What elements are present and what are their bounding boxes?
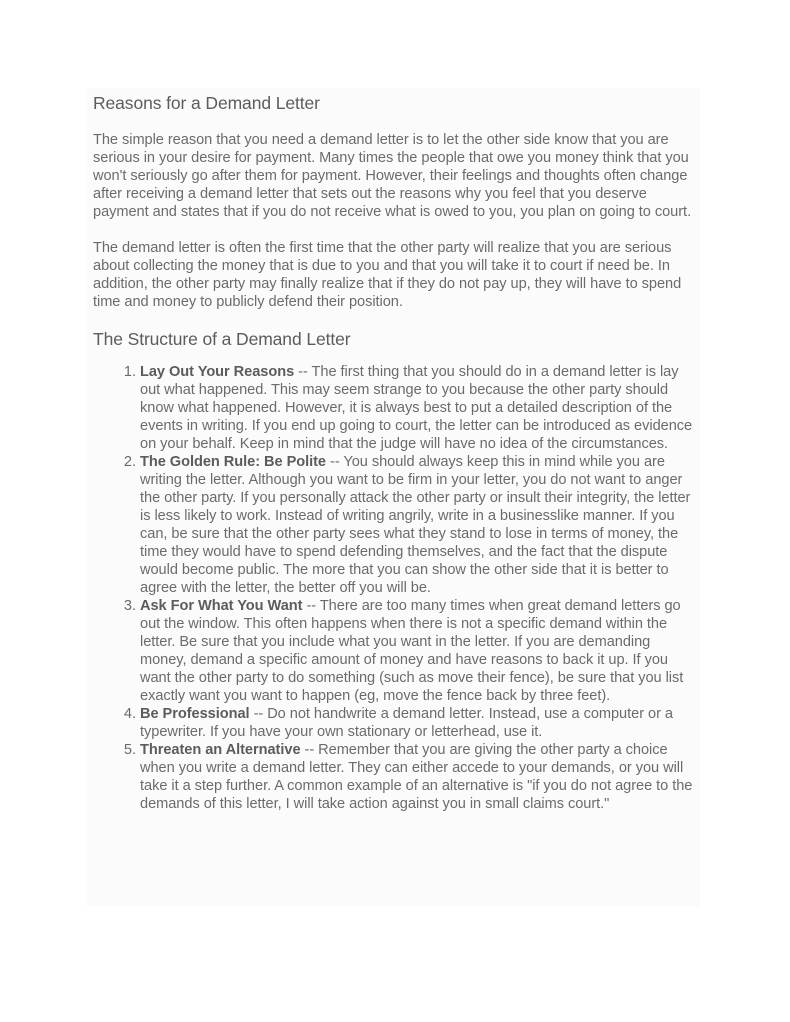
list-item-title: Lay Out Your Reasons [140,364,295,380]
list-item-text: -- There are too many times when great demand letters go out the window. This often happens when there is not a specific demand within the letter. Be sure that you include what you want in the letter. If you are demanding money, demand a specific amount of money and have reasons to back it up. If you want the other party to do something (such as move their fence), be sure that you list exactly want you want to happen (eg, move the fence back by three feet). [140,598,684,704]
list-item-be-professional [140,705,699,741]
section-heading-structure: The Structure of a Demand Letter [93,329,351,349]
list-item-title: The Golden Rule: Be Polite [140,454,327,470]
paragraph-reasons-1: The simple reason that you need a demand letter is to let the other side know that you are serious in your desire for payment. Many times the people that owe you money think that you won't seriously go after them for payment. However, their feelings and thoughts often change after receiving a demand letter that sets out the reasons why you feel that you deserve payment and states that if you do not receive what is owed to you, you plan on going to court. [93,132,692,220]
list-item-title: Threaten an Alternative [140,742,301,758]
list-item-title: Ask For What You Want [140,598,303,614]
list-item-threaten-alternative [140,741,699,813]
section-heading-reasons: Reasons for a Demand Letter [93,93,320,113]
list-item-text: -- Do not handwrite a demand letter. Instead, use a computer or a typewriter. If you have your own stationary or letterhead, use it. [140,706,673,740]
list-item-text: -- The first thing that you should do in a demand letter is lay out what happened. This may seem strange to you because the other party should know what happened. However, it is always best to put a detailed description of the events in writing. If you end up going to court, the letter can be introduced as evidence on your behalf. Keep in mind that the judge will have no idea of the circumstances. [140,364,693,452]
list-item-title: Be Professional [140,706,250,722]
list-item-lay-out-reasons [140,363,699,453]
list-item-text: -- You should always keep this in mind while you are writing the letter. Although you want to be firm in your letter, you do not want to anger the other party. If you personally attack the other party or insult their integrity, the letter is less likely to work. Instead of writing angrily, write in a businesslike manner. If you can, be sure that the other party sees what they stand to lose in terms of money, the time they would have to spend defending themselves, and the fact that the dispute would become public. The more that you can show the other side that it is better to agree with the letter, the better off you will be. [140,454,691,596]
list-item-ask-for-what-you-want [140,597,699,705]
list-item-text: -- Remember that you are giving the other party a choice when you write a demand letter. They can either accede to your demands, or you will take it a step further. A common example of an alternative is "if you do not agree to the demands of this letter, I will take action against you in small claims court." [140,742,693,812]
structure-list [93,363,699,813]
list-item-golden-rule [140,453,699,597]
paragraph-reasons-2: The demand letter is often the first time that the other party will realize that you are serious about collecting the money that is due to you and that you will take it to court if need be. In addition, the other party may finally realize that if they do not pay up, they will have to spend time and money to publicly defend their position. [93,240,682,310]
document-body [93,92,699,813]
